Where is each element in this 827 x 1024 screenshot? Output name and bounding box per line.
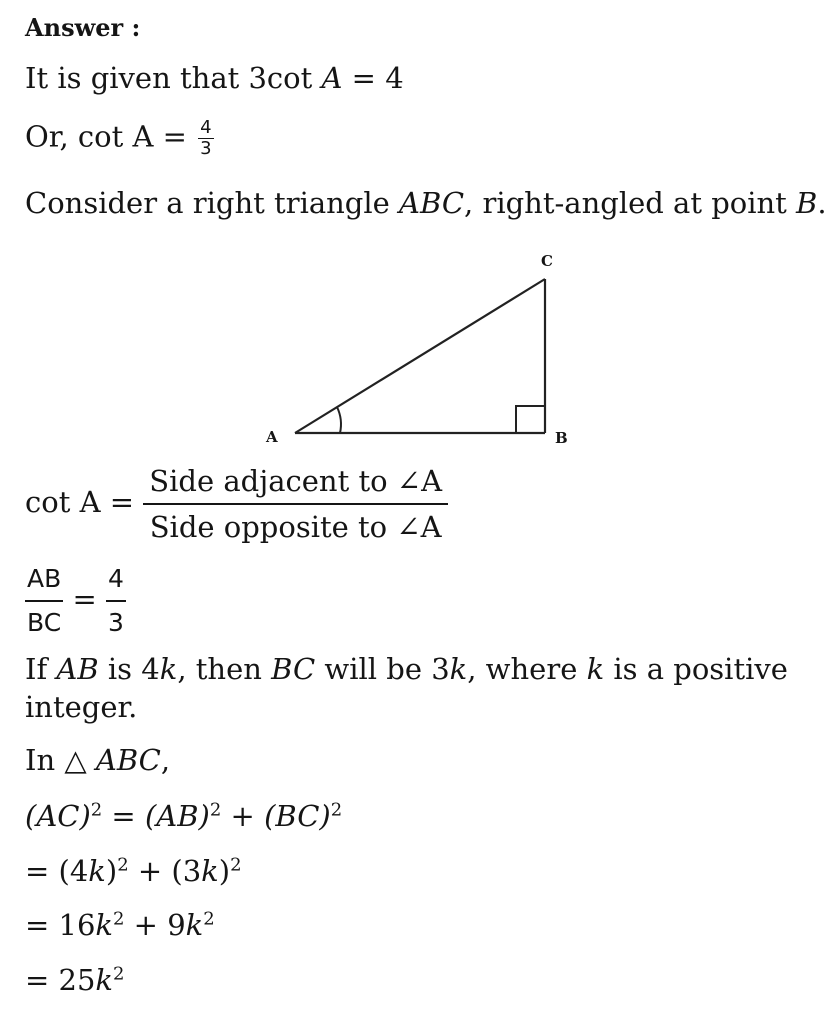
four-over-three: $\frac{4}{3}$ [106, 560, 126, 642]
if-statement: If AB is 4k, then BC will be 3k, where k is a positive [25, 652, 788, 686]
cot-value-line: Or, cot A = $\frac{4}{3}$ [25, 117, 212, 159]
in-triangle-line: In △ ABC, [25, 743, 171, 777]
consider-statement: Consider a right triangle ABC, right-angled at point B. [25, 186, 827, 220]
pythagoras-step-4: = $25k^2$ [25, 963, 125, 997]
if-statement-continued: integer. [25, 690, 138, 724]
vertex-b-label: B [555, 429, 568, 447]
pythagoras-step-1: (AC)$^2$ = (AB)$^2$ + (BC)$^2$ [25, 799, 343, 833]
cot-definition-fraction: $\frac{\text{Side adjacent to ∠A}}{\text{Side opposite to ∠A}}$ [143, 461, 448, 547]
side-ac [295, 279, 545, 433]
cot-definition: cot A = $\frac{\text{Side adjacent to ∠A}}{\text{Side opposite to ∠A}}$ [25, 461, 448, 547]
right-triangle-diagram [250, 245, 590, 455]
answer-heading: Answer : [25, 13, 141, 42]
pythagoras-step-3: = $16k^2 + 9k^2$ [25, 908, 215, 942]
pythagoras-step-2: = $(4k)^2 + (3k)^2$ [25, 854, 242, 888]
angle-a-arc [337, 407, 341, 433]
vertex-c-label: C [541, 252, 553, 270]
vertex-a-label: A [266, 428, 278, 446]
right-angle-marker [516, 406, 545, 433]
cot-fraction: $\frac{4}{3}$ [200, 117, 212, 159]
ratio-equation: $\frac{AB}{BC}$ = $\frac{4}{3}$ [25, 560, 126, 642]
given-statement: It is given that 3cot A = 4 [25, 61, 404, 95]
ab-over-bc: $\frac{AB}{BC}$ [25, 560, 63, 642]
